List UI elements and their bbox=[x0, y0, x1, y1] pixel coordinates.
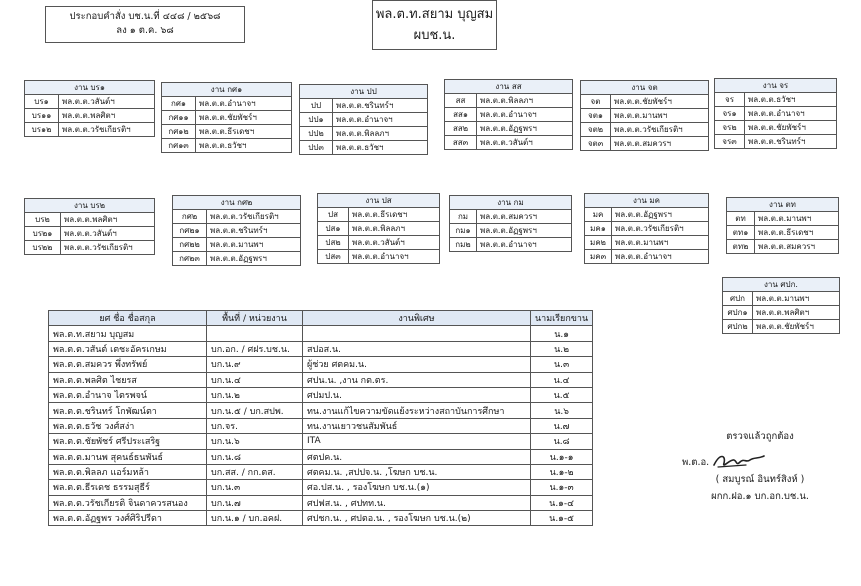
unit-officer: พล.ต.ต.พลศิตฯ bbox=[753, 306, 840, 320]
signer-name: ( สมบูรณ์ อินทร์สิงห์ ) bbox=[715, 474, 805, 485]
unit-row bbox=[25, 213, 155, 227]
unit-code: กม bbox=[450, 210, 477, 224]
unit-table bbox=[24, 80, 155, 137]
roster-callsign: น.๘ bbox=[531, 434, 593, 449]
roster-unit: บก.สส. / กก.ตส. bbox=[207, 464, 303, 479]
roster-callsign: น.๔ bbox=[531, 372, 593, 387]
unit-code: ตท๑ bbox=[727, 226, 755, 240]
unit-code: สส bbox=[445, 94, 477, 108]
unit-code: กศ๑๒ bbox=[162, 125, 196, 139]
unit-officer: พล.ต.ต.ธีรเดชฯ bbox=[196, 125, 292, 139]
roster-unit: บก.น.๕ / บก.สปพ. bbox=[207, 403, 303, 418]
roster-unit: บก.น.๑ / บก.อคฝ. bbox=[207, 511, 303, 526]
unit-officer: พล.ต.ต.ชัยพัชร์ฯ bbox=[611, 95, 709, 109]
roster-row bbox=[49, 495, 593, 510]
roster-header-duty: งานพิเศษ bbox=[303, 311, 531, 326]
unit-table bbox=[24, 198, 155, 255]
unit-row bbox=[25, 123, 155, 137]
roster-callsign: น.๓ bbox=[531, 357, 593, 372]
roster-header-row bbox=[49, 311, 593, 326]
unit-row bbox=[162, 139, 292, 153]
unit-code: จต๑ bbox=[581, 109, 611, 123]
unit-row bbox=[173, 252, 301, 266]
roster-unit: บก.น.๖ bbox=[207, 434, 303, 449]
unit-row bbox=[715, 121, 837, 135]
unit-table bbox=[722, 277, 840, 334]
handwritten-signature bbox=[710, 451, 770, 471]
unit-table bbox=[726, 197, 839, 254]
roster-unit: บก.น.๙ bbox=[207, 357, 303, 372]
unit-officer: พล.ต.ต.ชัยพัชร์ฯ bbox=[753, 320, 840, 334]
roster-unit: บก.น.๓ bbox=[207, 480, 303, 495]
unit-row bbox=[723, 320, 840, 334]
unit-officer: พล.ต.ต.ธวัชฯ bbox=[745, 93, 837, 107]
unit-officer: พล.ต.ต.วสันต์ฯ bbox=[59, 95, 155, 109]
roster-row bbox=[49, 480, 593, 495]
unit-code: กม๑ bbox=[450, 224, 477, 238]
roster-row bbox=[49, 357, 593, 372]
unit-row bbox=[25, 95, 155, 109]
roster-duty: ศอ.ปส.น. , รองโฆษก บช.น.(๑) bbox=[303, 480, 531, 495]
roster-callsign: น.๕ bbox=[531, 387, 593, 402]
unit-code: สส๓ bbox=[445, 136, 477, 150]
unit-officer: พล.ต.ต.ธีรเดชฯ bbox=[349, 208, 440, 222]
unit-row bbox=[727, 212, 839, 226]
unit-code: มค๒ bbox=[585, 236, 612, 250]
unit-title: งาน กศ๒ bbox=[173, 196, 301, 210]
unit-code: ศปก๒ bbox=[723, 320, 753, 334]
unit-row bbox=[300, 127, 428, 141]
unit-officer: พล.ต.ต.สมควรฯ bbox=[611, 137, 709, 151]
unit-officer: พล.ต.ต.อัฏฐพรฯ bbox=[612, 208, 709, 222]
roster-unit: บก.อก. / ศฝร.บช.น. bbox=[207, 341, 303, 356]
unit-row bbox=[723, 292, 840, 306]
roster-row bbox=[49, 326, 593, 341]
unit-officer: พล.ต.ต.วรัชเกียรติฯ bbox=[611, 123, 709, 137]
unit-officer: พล.ต.ต.อัฏฐพรฯ bbox=[477, 122, 573, 136]
unit-code: กศ๒๒ bbox=[173, 238, 207, 252]
unit-officer: พล.ต.ต.อำนาจฯ bbox=[333, 113, 428, 127]
roster-duty: ศปฟส.น. , ศปทท.น. bbox=[303, 495, 531, 510]
unit-code: มค bbox=[585, 208, 612, 222]
unit-row bbox=[450, 224, 572, 238]
unit-officer: พล.ต.ต.พลศิตฯ bbox=[59, 109, 155, 123]
unit-code: กศ๒๑ bbox=[173, 224, 207, 238]
unit-officer: พล.ต.ต.สมควรฯ bbox=[477, 210, 572, 224]
unit-code: กม๒ bbox=[450, 238, 477, 252]
unit-row bbox=[727, 226, 839, 240]
unit-code: บร๑๑ bbox=[25, 109, 59, 123]
unit-row bbox=[25, 241, 155, 255]
unit-officer: พล.ต.ต.ชรินทร์ฯ bbox=[207, 224, 301, 238]
roster-name: พล.ต.ต.ชัยพัชร์ ศรีประเสริฐ bbox=[49, 434, 207, 449]
verified-label: ตรวจแล้วถูกต้อง bbox=[726, 431, 794, 442]
unit-code: จร๑ bbox=[715, 107, 745, 121]
unit-officer: พล.ต.ต.พิลลภฯ bbox=[333, 127, 428, 141]
unit-row bbox=[581, 123, 709, 137]
unit-row bbox=[162, 97, 292, 111]
roster-name: พล.ต.ต.พิลลภ แอร์มหล้า bbox=[49, 464, 207, 479]
unit-title: งาน จร bbox=[715, 79, 837, 93]
roster-name: พล.ต.ต.ธีรเดช ธรรมสุธีร์ bbox=[49, 480, 207, 495]
roster-name: พล.ต.ต.พลศิต ไชยรส bbox=[49, 372, 207, 387]
unit-title: งาน สส bbox=[445, 80, 573, 94]
roster-callsign: น.๑ bbox=[531, 326, 593, 341]
unit-code: ปส๒ bbox=[318, 236, 349, 250]
unit-row bbox=[25, 227, 155, 241]
commander-name: พล.ต.ท.สยาม บุญสม bbox=[375, 7, 494, 22]
roster-name: พล.ต.ต.ชรินทร์ โกพัฒน์ตา bbox=[49, 403, 207, 418]
unit-officer: พล.ต.ต.ชรินทร์ฯ bbox=[333, 99, 428, 113]
roster-duty: ศปชก.น. , ศปตอ.น. , รองโฆษก บช.น.(๒) bbox=[303, 511, 531, 526]
unit-officer: พล.ต.ต.อำนาจฯ bbox=[196, 97, 292, 111]
unit-officer: พล.ต.ต.พิลลภฯ bbox=[477, 94, 573, 108]
unit-row bbox=[25, 109, 155, 123]
unit-row bbox=[581, 95, 709, 109]
roster-callsign: น.๗ bbox=[531, 418, 593, 433]
unit-row bbox=[723, 306, 840, 320]
unit-row bbox=[581, 109, 709, 123]
unit-officer: พล.ต.ต.อำนาจฯ bbox=[477, 238, 572, 252]
unit-officer: พล.ต.ต.วรัชเกียรติฯ bbox=[207, 210, 301, 224]
unit-code: จร๒ bbox=[715, 121, 745, 135]
unit-officer: พล.ต.ต.สมควรฯ bbox=[755, 240, 839, 254]
roster-row bbox=[49, 372, 593, 387]
signer-position: ผกก.ฝอ.๑ บก.อก.บช.น. bbox=[711, 491, 809, 502]
unit-officer: พล.ต.ต.มานพฯ bbox=[755, 212, 839, 226]
unit-row bbox=[300, 141, 428, 155]
roster-unit: บก.น.๗ bbox=[207, 495, 303, 510]
roster-row bbox=[49, 418, 593, 433]
roster-callsign: น.๑-๒ bbox=[531, 464, 593, 479]
roster-unit: บก.น.๒ bbox=[207, 387, 303, 402]
unit-officer: พล.ต.ต.ชัยพัชร์ฯ bbox=[745, 121, 837, 135]
unit-row bbox=[450, 210, 572, 224]
unit-row bbox=[585, 250, 709, 264]
unit-title: งาน กม bbox=[450, 196, 572, 210]
roster-unit: บก.น.๔ bbox=[207, 372, 303, 387]
roster-duty: ศตคม.น. ,สปปจ.น. ,โฆษก บช.น. bbox=[303, 464, 531, 479]
unit-code: ตท๒ bbox=[727, 240, 755, 254]
roster-row bbox=[49, 449, 593, 464]
unit-row bbox=[715, 135, 837, 149]
unit-officer: พล.ต.ต.ชัยพัชร์ฯ bbox=[196, 111, 292, 125]
roster-duty: ITA bbox=[303, 434, 531, 449]
unit-code: จร bbox=[715, 93, 745, 107]
roster-name: พล.ต.ต.อัฏฐพร วงศ์ศิริปรีดา bbox=[49, 511, 207, 526]
unit-title: งาน บร๑ bbox=[25, 81, 155, 95]
unit-officer: พล.ต.ต.วสันต์ฯ bbox=[61, 227, 155, 241]
unit-row bbox=[445, 108, 573, 122]
unit-row bbox=[318, 236, 440, 250]
unit-code: จต๓ bbox=[581, 137, 611, 151]
unit-officer: พล.ต.ต.ธวัชฯ bbox=[196, 139, 292, 153]
unit-officer: พล.ต.ต.อำนาจฯ bbox=[349, 250, 440, 264]
roster-name: พล.ต.ต.อำนาจ ไตรพจน์ bbox=[49, 387, 207, 402]
personnel-roster-table bbox=[48, 310, 593, 526]
roster-callsign: น.๑-๑ bbox=[531, 449, 593, 464]
unit-title: งาน มค bbox=[585, 194, 709, 208]
unit-title: งาน ตท bbox=[727, 198, 839, 212]
roster-unit bbox=[207, 326, 303, 341]
roster-callsign: น.๑-๕ bbox=[531, 511, 593, 526]
unit-table bbox=[444, 79, 573, 150]
unit-code: กศ๑๑ bbox=[162, 111, 196, 125]
unit-code: สส๒ bbox=[445, 122, 477, 136]
unit-officer: พล.ต.ต.ธีรเดชฯ bbox=[755, 226, 839, 240]
unit-code: บร๒๒ bbox=[25, 241, 61, 255]
unit-code: กศ๒๓ bbox=[173, 252, 207, 266]
unit-table bbox=[317, 193, 440, 264]
unit-row bbox=[300, 99, 428, 113]
unit-officer: พล.ต.ต.อัฏฐพรฯ bbox=[207, 252, 301, 266]
commander-position: ผบช.น. bbox=[413, 28, 456, 43]
unit-row bbox=[727, 240, 839, 254]
unit-code: ปป๒ bbox=[300, 127, 333, 141]
unit-row bbox=[715, 107, 837, 121]
roster-name: พล.ต.ต.วสันต์ เตชะอัครเกษม bbox=[49, 341, 207, 356]
unit-title: งาน จต bbox=[581, 81, 709, 95]
unit-code: จต๒ bbox=[581, 123, 611, 137]
unit-code: กศ๑๓ bbox=[162, 139, 196, 153]
unit-officer: พล.ต.ต.มานพฯ bbox=[753, 292, 840, 306]
roster-name: พล.ต.ท.สยาม บุญสม bbox=[49, 326, 207, 341]
unit-officer: พล.ต.ต.ชรินทร์ฯ bbox=[745, 135, 837, 149]
unit-title: งาน ปส bbox=[318, 194, 440, 208]
unit-officer: พล.ต.ต.มานพฯ bbox=[207, 238, 301, 252]
unit-officer: พล.ต.ต.วรัชเกียรติฯ bbox=[59, 123, 155, 137]
unit-officer: พล.ต.ต.พิลลภฯ bbox=[349, 222, 440, 236]
unit-code: จร๓ bbox=[715, 135, 745, 149]
roster-unit: บก.จร. bbox=[207, 418, 303, 433]
verification-block bbox=[670, 428, 850, 505]
unit-officer: พล.ต.ต.อัฏฐพรฯ bbox=[477, 224, 572, 238]
unit-code: มค๑ bbox=[585, 222, 612, 236]
unit-officer: พล.ต.ต.อำนาจฯ bbox=[745, 107, 837, 121]
order-reference-line: ประกอบคำสั่ง บช.น.ที่ ๔๔๘ / ๒๕๖๘ bbox=[69, 11, 221, 22]
roster-header-callsign: นามเรียกขาน bbox=[531, 311, 593, 326]
unit-row bbox=[318, 208, 440, 222]
unit-officer: พล.ต.ต.อำนาจฯ bbox=[477, 108, 573, 122]
roster-duty: สปอส.น. bbox=[303, 341, 531, 356]
roster-name: พล.ต.ต.วรัชเกียรติ จินดาควรสนอง bbox=[49, 495, 207, 510]
unit-row bbox=[162, 111, 292, 125]
roster-duty: ผู้ช่วย ศตคม.น. bbox=[303, 357, 531, 372]
unit-officer: พล.ต.ต.วสันต์ฯ bbox=[477, 136, 573, 150]
roster-duty: ศปน.น. ,งาน กต.ตร. bbox=[303, 372, 531, 387]
roster-row bbox=[49, 387, 593, 402]
unit-officer: พล.ต.ต.วสันต์ฯ bbox=[349, 236, 440, 250]
unit-table bbox=[714, 78, 837, 149]
unit-row bbox=[581, 137, 709, 151]
signer-rank: พ.ต.อ. bbox=[682, 457, 710, 468]
unit-title: งาน บร๒ bbox=[25, 199, 155, 213]
unit-officer: พล.ต.ต.พลศิตฯ bbox=[61, 213, 155, 227]
unit-code: ปส bbox=[318, 208, 349, 222]
unit-row bbox=[445, 136, 573, 150]
roster-duty: ศตปค.น. bbox=[303, 449, 531, 464]
roster-row bbox=[49, 341, 593, 356]
unit-row bbox=[173, 238, 301, 252]
unit-code: ศปก๑ bbox=[723, 306, 753, 320]
unit-officer: พล.ต.ต.มานพฯ bbox=[612, 236, 709, 250]
unit-table bbox=[299, 84, 428, 155]
unit-row bbox=[585, 208, 709, 222]
roster-header-unit: พื้นที่ / หน่วยงาน bbox=[207, 311, 303, 326]
unit-code: บร๑๒ bbox=[25, 123, 59, 137]
unit-code: จต bbox=[581, 95, 611, 109]
unit-code: กศ๑ bbox=[162, 97, 196, 111]
roster-name: พล.ต.ต.ธวัช วงศ์สง่า bbox=[49, 418, 207, 433]
roster-name: พล.ต.ต.มานพ สุคนธ์ธนพันธ์ bbox=[49, 449, 207, 464]
unit-table bbox=[584, 193, 709, 264]
unit-code: ปป๓ bbox=[300, 141, 333, 155]
order-date-line: ลง ๑ ต.ค. ๖๘ bbox=[116, 25, 174, 36]
unit-row bbox=[445, 94, 573, 108]
unit-row bbox=[450, 238, 572, 252]
unit-table bbox=[161, 82, 292, 153]
unit-title: งาน กศ๑ bbox=[162, 83, 292, 97]
unit-code: ศปก bbox=[723, 292, 753, 306]
roster-header-name: ยศ ชื่อ ชื่อสกุล bbox=[49, 311, 207, 326]
unit-table bbox=[449, 195, 572, 252]
roster-callsign: น.๑-๔ bbox=[531, 495, 593, 510]
commander-box bbox=[372, 0, 497, 50]
unit-code: ปป bbox=[300, 99, 333, 113]
roster-name: พล.ต.ต.สมควร พึ่งทรัพย์ bbox=[49, 357, 207, 372]
roster-duty: ศปมป.น. bbox=[303, 387, 531, 402]
roster-duty: ทน.งานเยาวชนสัมพันธ์ bbox=[303, 418, 531, 433]
unit-row bbox=[318, 250, 440, 264]
unit-row bbox=[445, 122, 573, 136]
roster-row bbox=[49, 511, 593, 526]
unit-code: ปส๑ bbox=[318, 222, 349, 236]
unit-officer: พล.ต.ต.อำนาจฯ bbox=[612, 250, 709, 264]
unit-row bbox=[318, 222, 440, 236]
unit-code: กศ๒ bbox=[173, 210, 207, 224]
unit-row bbox=[173, 210, 301, 224]
unit-officer: พล.ต.ต.วรัชเกียรติฯ bbox=[612, 222, 709, 236]
unit-code: บร๑ bbox=[25, 95, 59, 109]
roster-unit: บก.น.๘ bbox=[207, 449, 303, 464]
unit-officer: พล.ต.ต.มานพฯ bbox=[611, 109, 709, 123]
unit-code: สส๑ bbox=[445, 108, 477, 122]
unit-row bbox=[162, 125, 292, 139]
unit-code: ตท bbox=[727, 212, 755, 226]
roster-duty bbox=[303, 326, 531, 341]
unit-officer: พล.ต.ต.วรัชเกียรติฯ bbox=[61, 241, 155, 255]
unit-row bbox=[715, 93, 837, 107]
unit-code: ปส๓ bbox=[318, 250, 349, 264]
order-reference-box bbox=[45, 6, 245, 43]
unit-title: งาน ศปก. bbox=[723, 278, 840, 292]
unit-code: บร๒ bbox=[25, 213, 61, 227]
unit-table bbox=[172, 195, 301, 266]
unit-code: บร๒๑ bbox=[25, 227, 61, 241]
roster-callsign: น.๑-๓ bbox=[531, 480, 593, 495]
roster-duty: ทน.งานแก้ไขความขัดแย้งระหว่างสถาบันการศึกษา bbox=[303, 403, 531, 418]
roster-callsign: น.๖ bbox=[531, 403, 593, 418]
roster-row bbox=[49, 403, 593, 418]
unit-row bbox=[585, 222, 709, 236]
unit-row bbox=[173, 224, 301, 238]
unit-table bbox=[580, 80, 709, 151]
unit-officer: พล.ต.ต.ธวัชฯ bbox=[333, 141, 428, 155]
unit-row bbox=[585, 236, 709, 250]
unit-code: ปป๑ bbox=[300, 113, 333, 127]
unit-code: มค๓ bbox=[585, 250, 612, 264]
roster-callsign: น.๒ bbox=[531, 341, 593, 356]
roster-row bbox=[49, 434, 593, 449]
roster-row bbox=[49, 464, 593, 479]
unit-title: งาน ปป bbox=[300, 85, 428, 99]
unit-row bbox=[300, 113, 428, 127]
signature-row bbox=[670, 451, 850, 471]
